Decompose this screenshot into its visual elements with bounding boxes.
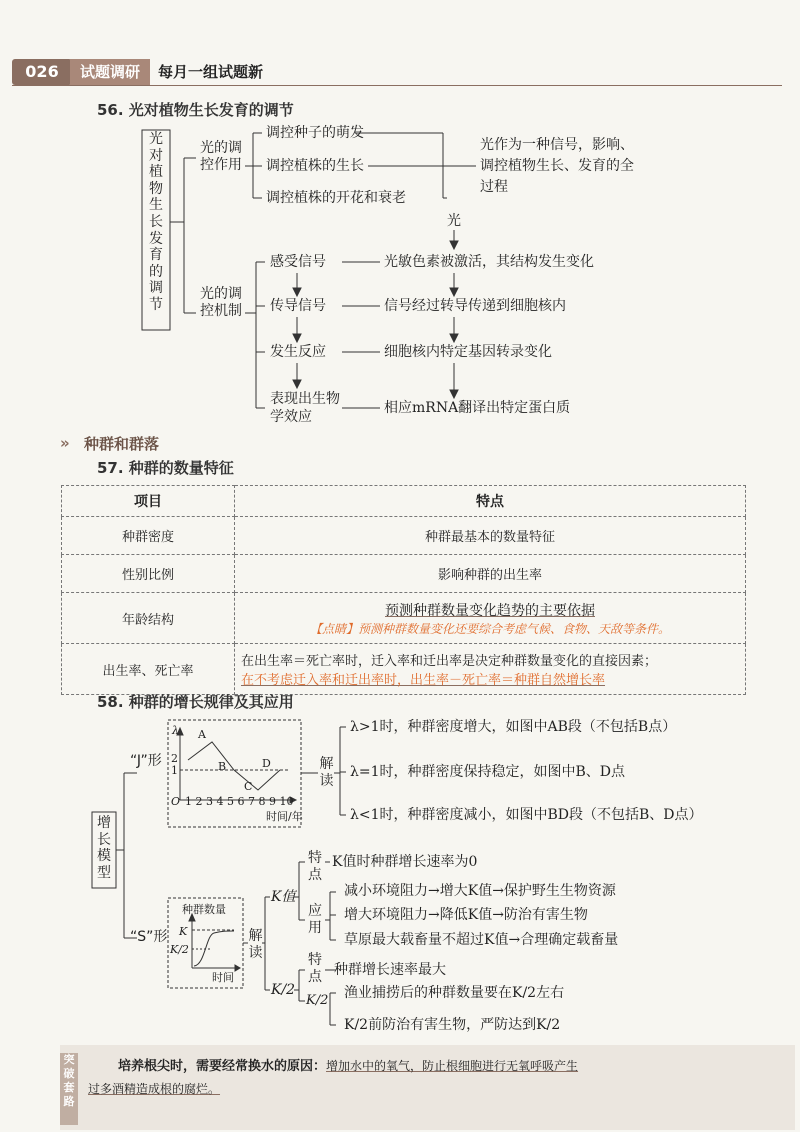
j-chart-origin: O	[171, 795, 181, 808]
s56-step: 感受信号	[270, 254, 326, 270]
row-feature: 在出生率＝死亡率时，迁入率和迁出率是决定种群数量变化的直接因素；	[241, 654, 658, 669]
section-title: 种群和群落	[84, 435, 160, 453]
footer-reason: 过多酒精造成根的腐烂。	[88, 1082, 221, 1096]
j-item: λ=1时，种群密度保持稳定，如图中B、D点	[350, 764, 626, 780]
k2-app: 渔业捕捞后的种群数量要在K/2左右	[344, 985, 565, 1001]
k-value-label: K值	[271, 889, 296, 905]
row-note: 在不考虑迁入率和迁出率时，出生率－死亡率＝种群自然增长率	[241, 673, 606, 688]
k-feature: K值时种群增长速率为0	[332, 854, 478, 870]
table-header: 特点	[235, 486, 746, 517]
s56-b1-item: 调控种子的萌发	[266, 125, 364, 141]
j-interpret: 解读	[319, 756, 334, 789]
j-item: λ>1时，种群密度增大，如图中AB段（不包括B点）	[350, 719, 677, 735]
section-marker-icon: »	[60, 434, 70, 452]
row-note: 【点睛】预测种群数量变化还要综合考虑气候、食物、天敌等条件。	[309, 621, 670, 636]
j-chart-ytick: 1	[171, 764, 178, 777]
footer-side-label: 突破套路	[60, 1053, 78, 1125]
s56-step: 发生反应	[270, 344, 326, 360]
s56-title: 56. 光对植物生长发育的调节	[97, 101, 294, 119]
s56-step: 表现出生物学效应	[270, 391, 340, 425]
footer-reason: 增加水中的氧气，防止根细胞进行无氧呼吸产生	[326, 1059, 579, 1073]
row-feature: 预测种群数量变化趋势的主要依据	[385, 602, 595, 619]
j-chart-xticks: 1 2 3 4 5 6 7 8 9 10	[185, 795, 294, 808]
row-item: 性别比例	[62, 555, 235, 593]
k-feature-tag: 特点	[308, 850, 322, 883]
row-item: 种群密度	[62, 517, 235, 555]
s-chart-xlabel: 时间	[212, 971, 234, 984]
light-label: 光	[447, 213, 461, 229]
footer-text	[88, 1055, 728, 1101]
row-feature: 种群最基本的数量特征	[235, 517, 746, 555]
j-chart-point: C	[244, 780, 253, 793]
s56-detail: 光敏色素被激活，其结构发生变化	[384, 254, 594, 270]
s56-branch2: 光的调控机制	[200, 286, 242, 319]
s58-root: 增长模型	[97, 815, 111, 881]
s56-detail: 相应mRNA翻译出特定蛋白质	[384, 400, 571, 416]
j-chart-xlabel: 时间/年	[266, 810, 303, 823]
row-item: 年龄结构	[62, 593, 235, 644]
j-chart-point: B	[218, 760, 227, 773]
j-chart-point: D	[262, 757, 271, 770]
s56-detail: 细胞核内特定基因转录变化	[384, 344, 552, 360]
s56-branch1: 光的调控作用	[200, 140, 242, 173]
k-app: 增大环境阻力→降低K值→防治有害生物	[344, 907, 588, 923]
s-chart-k: K	[179, 925, 188, 938]
row-item: 出生率、死亡率	[62, 644, 235, 695]
page-number: 026	[12, 59, 72, 85]
s57-title: 57. 种群的数量特征	[97, 459, 234, 477]
header-subtitle: 每月一组试题新	[158, 63, 264, 81]
s-chart-k2: K/2	[170, 943, 189, 956]
s56-summary-line: 过程	[480, 179, 508, 195]
j-item: λ<1时，种群密度减小，如图中BD段（不包括B、D点）	[350, 807, 703, 823]
header-tag: 试题调研	[70, 59, 150, 85]
j-chart-point: A	[198, 728, 206, 741]
k-app: 草原最大载畜量不超过K值→合理确定载畜量	[344, 932, 619, 948]
j-chart-ytick: 2	[171, 752, 178, 765]
s56-step: 传导信号	[270, 298, 326, 314]
s56-summary-line: 调控植物生长、发育的全	[480, 158, 634, 174]
k2-label: K/2	[271, 982, 296, 998]
s56-b1-item: 调控植株的生长	[266, 158, 364, 174]
k-apply-tag: 应用	[308, 903, 322, 936]
table-header: 项目	[62, 486, 235, 517]
j-label: “J”形	[130, 753, 162, 769]
k-app: 减小环境阻力→增大K值→保护野生生物资源	[344, 883, 616, 899]
s56-detail: 信号经过转导传递到细胞核内	[384, 298, 566, 314]
s-label: “S”形	[130, 929, 168, 945]
k2-apply-tag: K/2	[306, 993, 329, 1008]
s56-root: 光对植物生长发育的调节	[149, 131, 163, 313]
row-feature: 影响种群的出生率	[235, 555, 746, 593]
s56-summary-line: 光作为一种信号，影响、	[480, 137, 634, 153]
j-chart-ylabel: λ	[172, 724, 179, 737]
footer-lead: 培养根尖时，需要经常换水的原因：	[118, 1059, 327, 1074]
k2-app: K/2前防治有害生物，严防达到K/2	[344, 1017, 561, 1033]
s-chart-title: 种群数量	[182, 903, 226, 916]
k2-feature-tag: 特点	[308, 952, 322, 985]
s56-b1-item: 调控植株的开花和衰老	[266, 190, 406, 206]
s-interpret: 解读	[248, 928, 263, 961]
k2-feature: 种群增长速率最大	[334, 962, 446, 978]
s58-title: 58. 种群的增长规律及其应用	[97, 693, 294, 711]
